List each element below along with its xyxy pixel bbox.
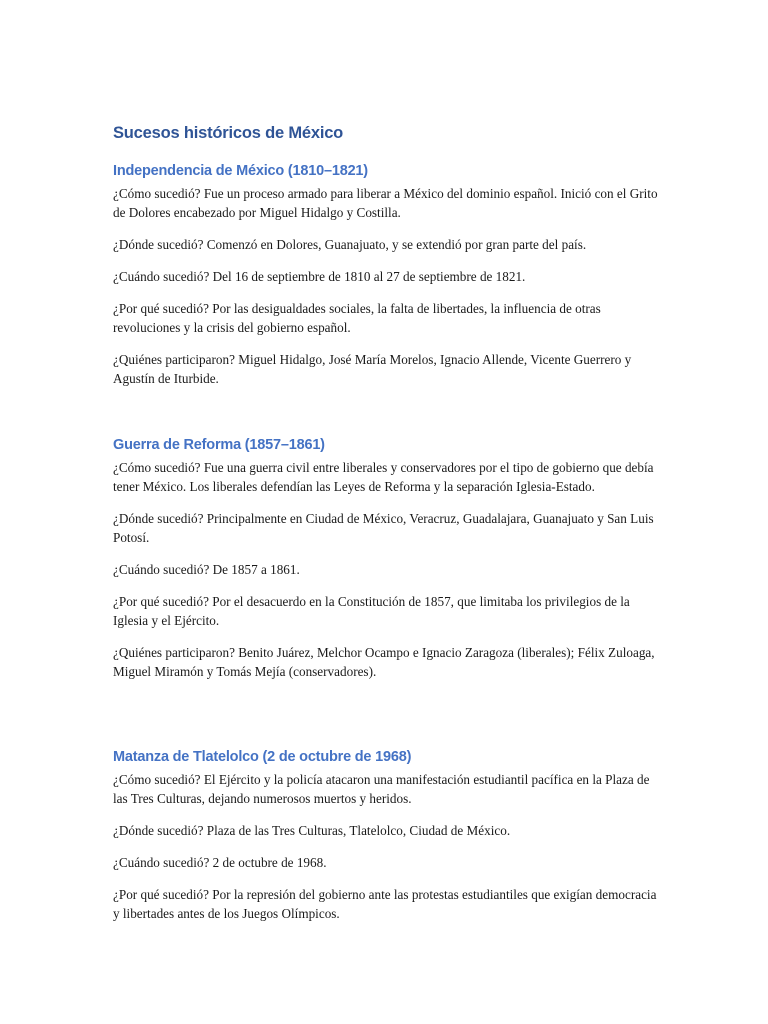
paragraph-como: ¿Cómo sucedió? Fue un proceso armado para liberar a México del dominio español. Inició con el Grito de Dolores encabezado por Miguel Hidalgo y Costilla. [113,186,658,221]
paragraph-cuando: ¿Cuándo sucedió? 2 de octubre de 1968. [113,854,327,870]
paragraph-cuando: ¿Cuándo sucedió? Del 16 de septiembre de 1810 al 27 de septiembre de 1821. [113,268,526,284]
paragraph-quienes: ¿Quiénes participaron? Miguel Hidalgo, José María Morelos, Ignacio Allende, Vicente Guerrero y Agustín de Iturbide. [113,351,632,386]
section-heading: Guerra de Reforma (1857–1861) [113,437,325,453]
section-reforma [113,434,658,694]
paragraph-donde: ¿Dónde sucedió? Plaza de las Tres Culturas, Tlatelolco, Ciudad de México. [113,823,511,838]
section-tlatelolco [113,746,658,936]
paragraph-donde: ¿Dónde sucedió? Principalmente en Ciudad de México, Veracruz, Guadalajara, Guanajuato y San Luis Potosí. [113,511,654,546]
paragraph-por-que: ¿Por qué sucedió? Por la represión del gobierno ante las protestas estudiantiles que exigían democracia y libertades antes de los Juegos Olímpicos. [113,886,657,921]
paragraph-cuando: ¿Cuándo sucedió? De 1857 a 1861. [113,562,300,577]
paragraph-donde: ¿Dónde sucedió? Comenzó en Dolores, Guanajuato, y se extendió por gran parte del país. [113,237,587,252]
paragraph-por-que: ¿Por qué sucedió? Por las desigualdades sociales, la falta de libertades, la influencia de otras revoluciones y la crisis del gobierno español. [113,300,601,335]
document-title: Sucesos históricos de México [113,124,344,142]
paragraph-como: ¿Cómo sucedió? El Ejército y la policía atacaron una manifestación estudiantil pacífica en la Plaza de las Tres Culturas, dejando numerosos muertos y heridos. [113,772,650,807]
section-independencia [113,160,658,401]
section-heading: Independencia de México (1810–1821) [113,163,368,179]
paragraph-por-que: ¿Por qué sucedió? Por el desacuerdo en la Constitución de 1857, que limitaba los privilegios de la Iglesia y el Ejército. [113,593,630,628]
paragraph-quienes: ¿Quiénes participaron? Benito Juárez, Melchor Ocampo e Ignacio Zaragoza (liberales); Félix Zuloaga, Miguel Miramón y Tomás Mejía (conservadores). [113,644,655,679]
section-heading: Matanza de Tlatelolco (2 de octubre de 1968) [113,749,412,765]
paragraph-como: ¿Cómo sucedió? Fue una guerra civil entre liberales y conservadores por el tipo de gobierno que debía tener México. Los liberales defendían las Leyes de Reforma y la separación Iglesia-Estado. [113,460,654,495]
